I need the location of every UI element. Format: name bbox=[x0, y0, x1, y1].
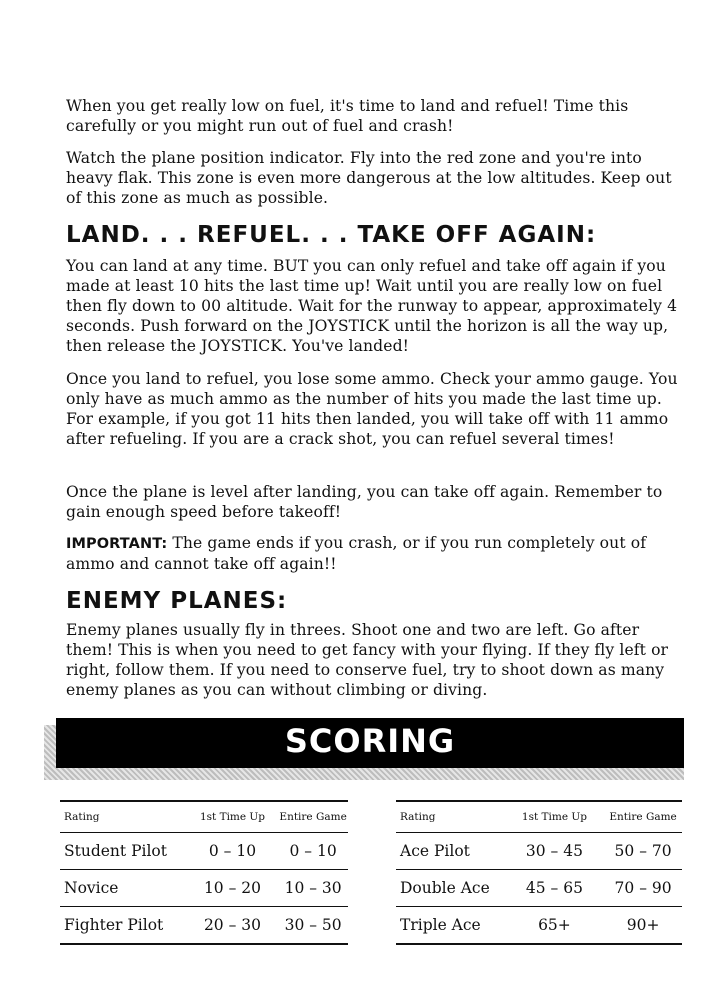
first-time-up-cell: 0 – 10 bbox=[208, 842, 257, 860]
header-entire-game: Entire Game bbox=[609, 811, 677, 823]
header-rating: Rating bbox=[64, 811, 100, 823]
entire-game-cell: 30 – 50 bbox=[284, 916, 342, 934]
table-row bbox=[396, 833, 682, 870]
land-refuel-heading: LAND. . . REFUEL. . . TAKE OFF AGAIN: bbox=[66, 222, 597, 248]
enemy-planes-heading: ENEMY PLANES: bbox=[66, 588, 288, 614]
first-time-up-cell: 30 – 45 bbox=[525, 842, 583, 860]
important-paragraph bbox=[66, 533, 686, 574]
scoring-title: SCORING bbox=[284, 722, 456, 760]
entire-game-cell: 70 – 90 bbox=[614, 879, 672, 897]
table-row bbox=[60, 907, 348, 945]
rating-cell: Triple Ace bbox=[400, 916, 481, 934]
table-row bbox=[396, 870, 682, 907]
rating-cell: Fighter Pilot bbox=[64, 916, 164, 934]
table-header bbox=[396, 800, 682, 833]
entire-game-cell: 0 – 10 bbox=[289, 842, 337, 860]
first-time-up-cell: 20 – 30 bbox=[203, 916, 261, 934]
first-time-up-cell: 10 – 20 bbox=[203, 879, 261, 897]
entire-game-cell: 90+ bbox=[626, 916, 660, 934]
header-rating: Rating bbox=[400, 811, 436, 823]
table-row bbox=[60, 833, 348, 870]
position-paragraph: Watch the plane position indicator. Fly into the red zone and you're into heavy flak. This zone is even more dangerous at the low altitudes. Keep out of this zone as much as possible. bbox=[66, 149, 672, 207]
rating-cell: Student Pilot bbox=[64, 842, 167, 860]
table-header bbox=[60, 800, 348, 833]
scoring-table-right bbox=[396, 800, 682, 945]
table-row bbox=[60, 870, 348, 907]
land-paragraph: You can land at any time. BUT you can only refuel and take off again if you made at least 10 hits the last time up! Wait until you are really low on fuel then fly down to 00 altitude. Wait for the runway to appear, approximately 4 seconds. Push forward on the JOYSTICK until the horizon is all the way up, then release the JOYSTICK. You've landed! bbox=[66, 257, 678, 355]
rating-cell: Ace Pilot bbox=[400, 842, 470, 860]
takeoff-paragraph: Once the plane is level after landing, you can take off again. Remember to gain enough speed before takeoff! bbox=[66, 483, 663, 521]
enemy-paragraph: Enemy planes usually fly in threes. Shoot one and two are left. Go after them! This is when you need to get fancy with your flying. If they fly left or right, follow them. If you need to conserve fuel, try to shoot down as many enemy planes as you can without climbing or diving. bbox=[66, 621, 669, 699]
ammo-paragraph: Once you land to refuel, you lose some ammo. Check your ammo gauge. You only have as much ammo as the number of hits you made the last time up. For example, if you got 11 hits then landed, you will take off with 11 ammo after refueling. If you are a crack shot, you can refuel several times! bbox=[66, 370, 678, 448]
scoring-banner bbox=[56, 718, 684, 768]
header-first-time-up: 1st Time Up bbox=[199, 811, 266, 823]
header-first-time-up: 1st Time Up bbox=[521, 811, 587, 823]
important-text: The game ends if you crash, or if you run completely out of ammo and cannot take off again!! bbox=[66, 534, 647, 573]
first-time-up-cell: 65+ bbox=[538, 916, 571, 934]
first-time-up-cell: 45 – 65 bbox=[525, 879, 583, 897]
table-row bbox=[396, 907, 682, 945]
fuel-paragraph: When you get really low on fuel, it's time to land and refuel! Time this carefully or you might run out of fuel and crash! bbox=[66, 97, 629, 135]
header-entire-game: Entire Game bbox=[279, 811, 347, 823]
entire-game-cell: 50 – 70 bbox=[614, 842, 672, 860]
rating-cell: Double Ace bbox=[400, 879, 490, 897]
scoring-table-left bbox=[60, 800, 348, 945]
rating-cell: Novice bbox=[64, 879, 119, 897]
important-label: IMPORTANT: bbox=[66, 536, 168, 552]
entire-game-cell: 10 – 30 bbox=[284, 879, 342, 897]
